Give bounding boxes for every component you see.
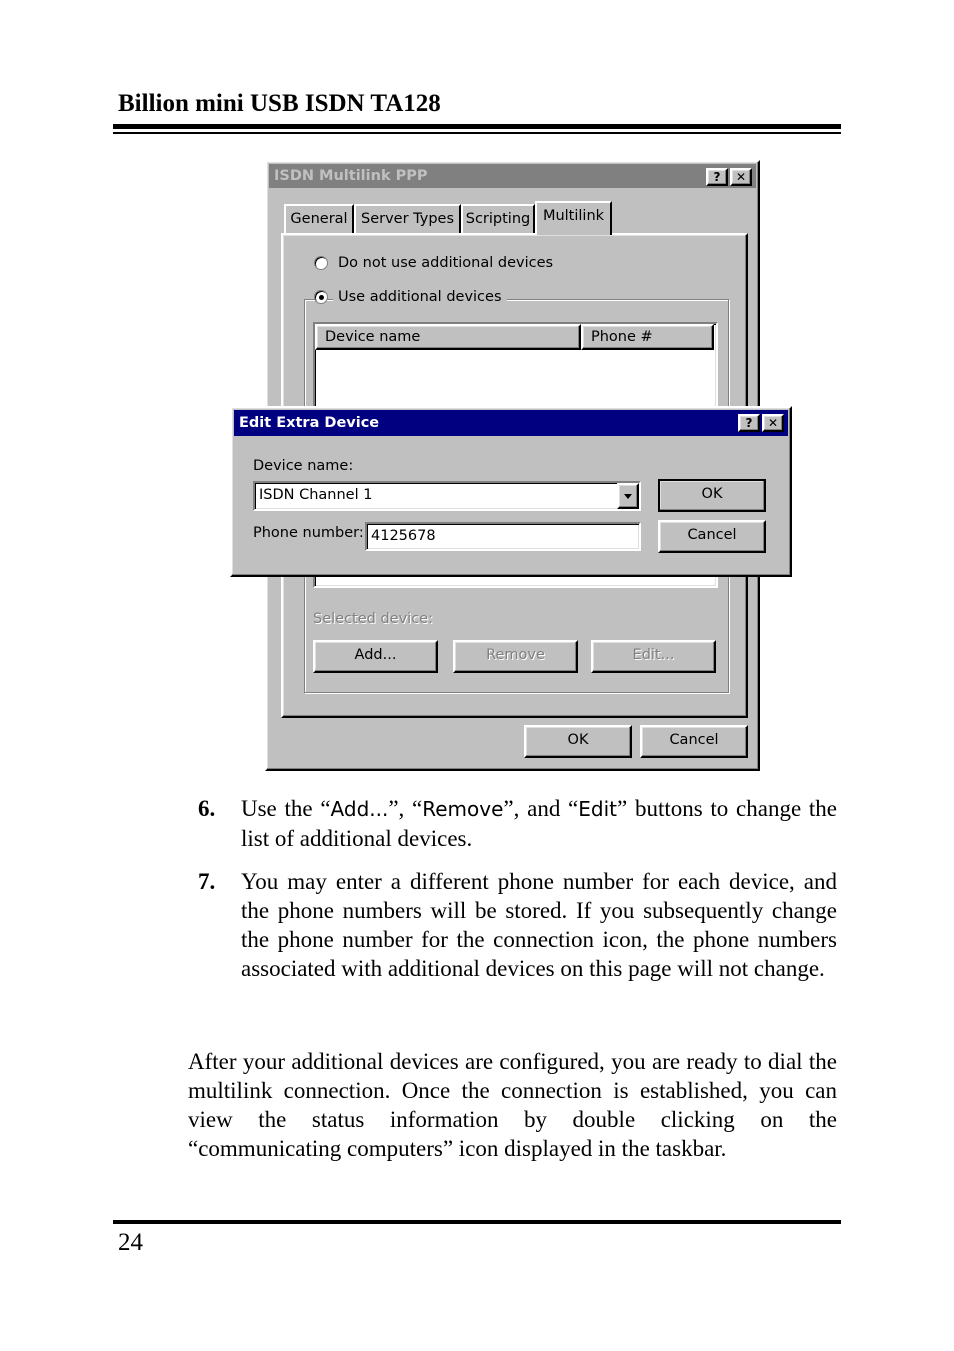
remove-ref: Remove xyxy=(422,797,504,821)
multilink-window-title: ISDN Multilink PPP xyxy=(274,168,428,184)
add-ref: Add... xyxy=(330,797,389,821)
column-phone[interactable]: Phone # xyxy=(581,324,714,350)
radio-no-additional-devices[interactable] xyxy=(314,256,328,270)
multilink-window-titlebar xyxy=(269,164,756,188)
tab-general[interactable]: General xyxy=(284,204,354,234)
edit-dialog-titlebar xyxy=(234,410,788,436)
edit-button[interactable]: Edit... xyxy=(591,640,716,673)
step-text: Use the “Add...”, “Remove”, and “Edit” buttons to change the list of additional devices. xyxy=(241,796,837,851)
dropdown-button[interactable] xyxy=(617,483,639,509)
chevron-down-icon xyxy=(619,485,637,507)
step-text: You may enter a different phone number for each device, and the phone numbers will be stored. If you subsequently change the phone number for the connection icon, the phone numbers associated with additional devices on this page will not change. xyxy=(241,869,837,981)
help-button[interactable]: ? xyxy=(738,414,760,432)
step-number: 7. xyxy=(198,869,216,894)
ok-button[interactable]: OK xyxy=(524,725,632,758)
radio-use-additional-label: Use additional devices xyxy=(333,289,507,305)
device-name-label: Device name: xyxy=(253,458,354,474)
device-name-select[interactable] xyxy=(253,481,641,511)
cancel-button[interactable]: Cancel xyxy=(640,725,748,758)
selected-device-label: Selected device: xyxy=(313,611,433,627)
add-button[interactable]: Add... xyxy=(313,640,438,673)
device-name-value: ISDN Channel 1 xyxy=(259,487,373,503)
header-rule-thick xyxy=(113,124,841,129)
step-number: 6. xyxy=(198,796,216,821)
phone-number-value: 4125678 xyxy=(371,528,436,544)
closing-paragraph: After your additional devices are configured, you are ready to dial the multilink connection. Once the connection is established, you can view the status information by double clicking on the “communicating computers” icon displayed in the taskbar. xyxy=(188,1049,837,1161)
column-device-name[interactable]: Device name xyxy=(315,324,581,350)
tab-server-types[interactable]: Server Types xyxy=(354,204,461,234)
tab-scripting[interactable]: Scripting xyxy=(461,204,535,234)
page-number: 24 xyxy=(118,1229,143,1256)
header-rule-thin xyxy=(113,132,841,134)
edit-dialog-title: Edit Extra Device xyxy=(239,415,380,431)
phone-number-label: Phone number: xyxy=(253,525,364,541)
help-button[interactable]: ? xyxy=(706,168,728,186)
edit-ref: Edit xyxy=(578,797,617,821)
footer-rule xyxy=(113,1220,841,1224)
radio-use-additional-devices[interactable] xyxy=(314,290,328,304)
edit-extra-device-dialog xyxy=(230,406,792,577)
phone-number-input[interactable] xyxy=(365,522,641,551)
remove-button[interactable]: Remove xyxy=(453,640,578,673)
close-button[interactable]: ✕ xyxy=(730,168,752,186)
ok-button[interactable]: OK xyxy=(658,479,766,512)
radio-no-additional-label: Do not use additional devices xyxy=(338,255,554,271)
tab-multilink[interactable]: Multilink xyxy=(535,201,612,235)
close-button[interactable]: ✕ xyxy=(762,414,784,432)
document-header: Billion mini USB ISDN TA128 xyxy=(118,90,441,117)
cancel-button[interactable]: Cancel xyxy=(658,520,766,553)
